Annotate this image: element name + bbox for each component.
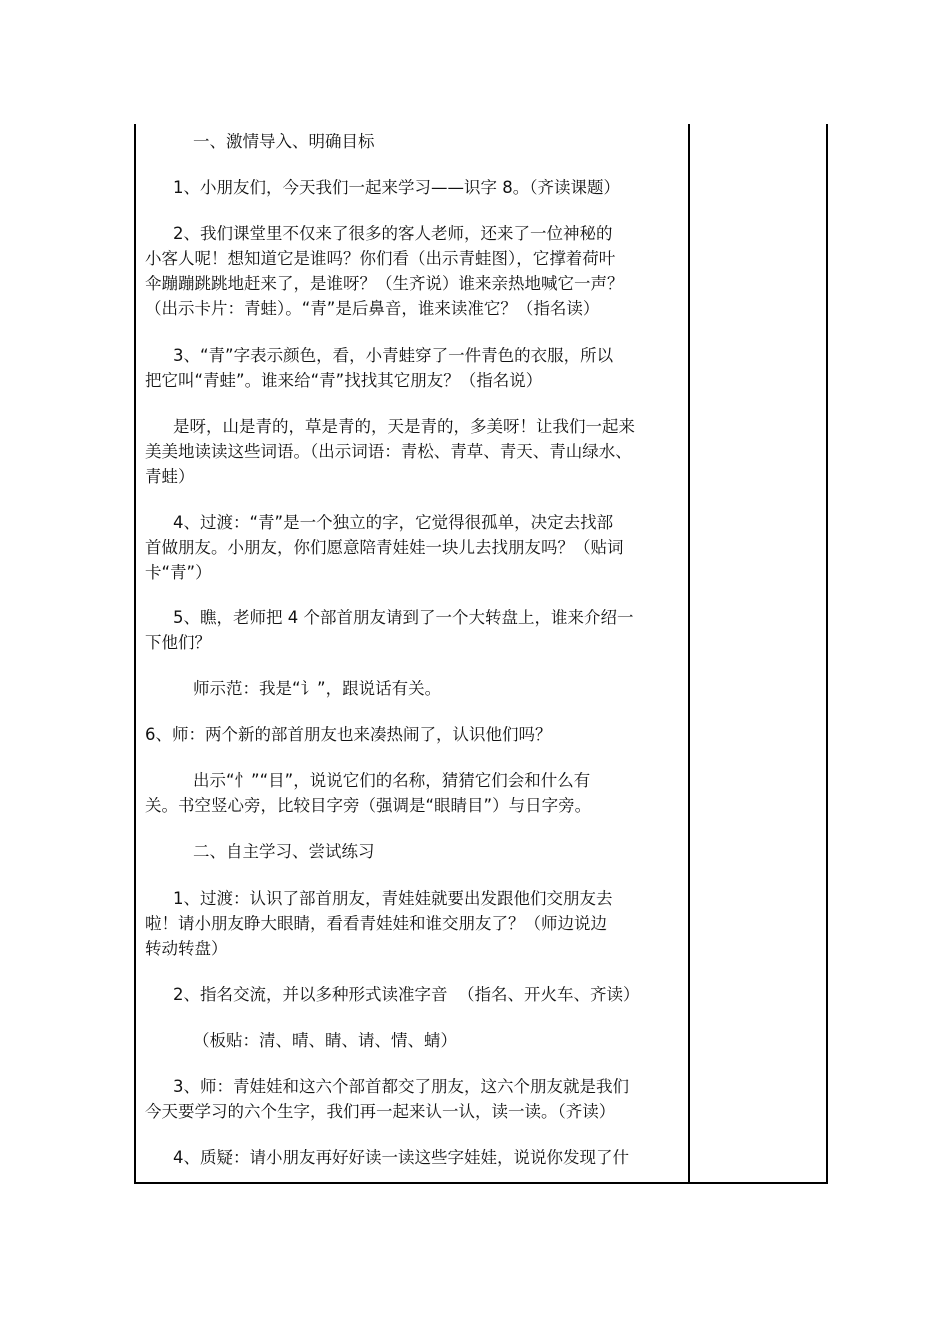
paragraph-1: 1、小朋友们，今天我们一起来学习——识字 8。（齐读课题） (173, 178, 620, 197)
paragraph-demo: 师示范：我是“讠”，跟说话有关。 (193, 679, 442, 698)
paragraph-11-line: 3、师：青娃娃和这六个部首都交了朋友，这六个朋友就是我们 (173, 1077, 629, 1096)
paragraph-10: 2、指名交流，并以多种形式读准字音 （指名、开火车、齐读） (173, 985, 640, 1004)
paragraph-9-line: 啦！请小朋友睁大眼睛，看看青娃娃和谁交朋友了？（师边说边 (145, 914, 607, 933)
paragraph-board: （板贴：清、晴、睛、请、情、蜻） (193, 1031, 457, 1050)
paragraph-12: 4、质疑：请小朋友再好好读一读这些字娃娃，说说你发现了什 (173, 1148, 629, 1167)
paragraph-2-line: 小客人呢！想知道它是谁吗？你们看（出示青蛙图），它撑着荷叶 (145, 249, 616, 268)
paragraph-11-line: 今天要学习的六个生字，我们再一起来认一认，读一读。（齐读） (145, 1102, 616, 1121)
paragraph-6-line: 5、瞧，老师把 4 个部首朋友请到了一个大转盘上，谁来介绍一 (173, 608, 634, 627)
paragraph-5-line: 首做朋友。小朋友，你们愿意陪青娃娃一块儿去找朋友吗？（贴词 (145, 538, 624, 557)
paragraph-5-line: 卡“青”） (145, 563, 212, 582)
paragraph-5-line: 4、过渡：“青”是一个独立的字，它觉得很孤单，决定去找部 (173, 513, 614, 532)
paragraph-9-line: 1、过渡：认识了部首朋友，青娃娃就要出发跟他们交朋友去 (173, 889, 613, 908)
paragraph-9-line: 转动转盘） (145, 939, 228, 958)
paragraph-8-line: 出示“忄”“目”，说说它们的名称，猜猜它们会和什么有 (193, 771, 591, 790)
paragraph-2-line: 伞蹦蹦跳跳地赶来了，是谁呀？（生齐说）谁来亲热地喊它一声？ (145, 274, 624, 293)
paragraph-4-line: 是呀，山是青的，草是青的，天是青的，多美呀！让我们一起来 (173, 417, 635, 436)
table-bottom-border (134, 1182, 828, 1184)
paragraph-2-line: 2、我们课堂里不仅来了很多的客人老师，还来了一位神秘的 (173, 224, 613, 243)
paragraph-4-line: 美美地读读这些词语。（出示词语：青松、青草、青天、青山绿水、 (145, 442, 632, 461)
table-left-border (134, 124, 136, 1184)
paragraph-6-line: 下他们？ (145, 633, 211, 652)
heading-intro: 一、激情导入、明确目标 (193, 132, 375, 151)
table-right-border (826, 124, 828, 1184)
heading-self-study: 二、自主学习、尝试练习 (193, 842, 375, 861)
paragraph-8-line: 关。书空竖心旁，比较目字旁（强调是“眼睛目”）与日字旁。 (145, 796, 592, 815)
paragraph-3-line: 3、“青”字表示颜色，看，小青蛙穿了一件青色的衣服，所以 (173, 346, 614, 365)
table-column-divider (688, 124, 690, 1184)
paragraph-7: 6、师：两个新的部首朋友也来凑热闹了，认识他们吗？ (145, 725, 552, 744)
paragraph-2-line: （出示卡片：青蛙）。“青”是后鼻音，谁来读准它？（指名读） (145, 299, 600, 318)
paragraph-4-line: 青蛙） (145, 467, 195, 486)
paragraph-3-line: 把它叫“青蛙”。谁来给“青”找找其它朋友？（指名说） (145, 371, 543, 390)
